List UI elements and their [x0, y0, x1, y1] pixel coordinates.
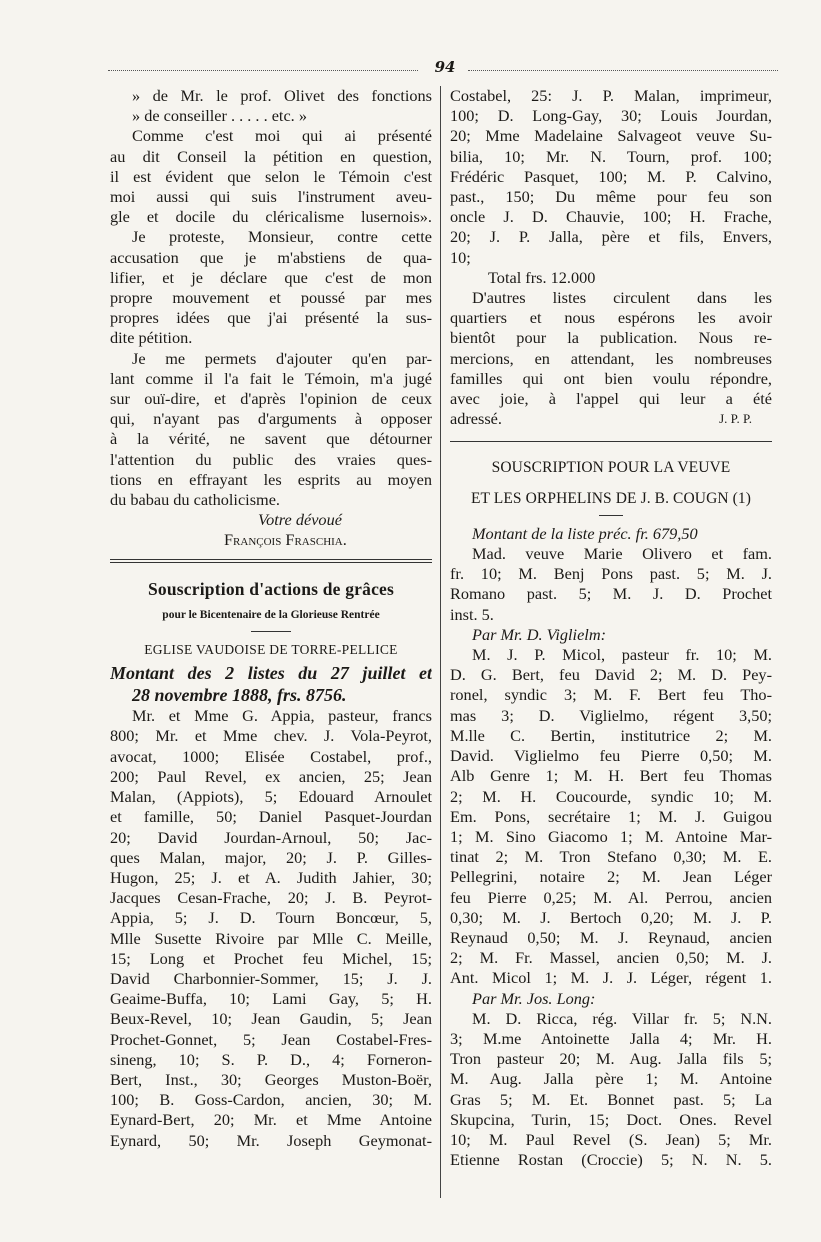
donor-line: 800; Mr. et Mme chev. J. Vola-Peyrot,	[110, 726, 432, 746]
section-title-line-1: SOUSCRIPTION POUR LA VEUVE	[491, 459, 731, 477]
donor-line: fr. 10; M. Benj Pons past. 5; M. J.	[450, 564, 772, 584]
donor-line: Costabel, 25: J. P. Malan, imprimeur,	[450, 86, 772, 105]
letter-signature: François Fraschia.	[224, 530, 347, 550]
closing-line: avec joie, à l'appel qui leur a été	[450, 389, 772, 409]
donor-list	[110, 706, 432, 1150]
donor-line: ronel, syndic 3; M. F. Bert feu Tho-	[450, 685, 772, 705]
donor-line: Pellegrini, notaire 2; M. Jean Léger	[450, 867, 772, 887]
donor-line: Reynaud 0,50; M. J. Reynaud, ancien	[450, 927, 772, 947]
donor-line: Malan, (Appiots), 5; Edouard Arnoulet	[110, 787, 432, 807]
section-subtitle: pour le Bicentenaire de la Glorieuse Rentrée	[162, 608, 380, 621]
letter-line: il est évident que selon le Témoin c'est	[110, 166, 432, 186]
donor-line: 10; M. Paul Revel (S. Jean) 5; Mr.	[450, 1129, 772, 1149]
initials: J. P. P.	[719, 411, 752, 427]
donor-line: Geaime-Buffa, 10; Lami Gay, 5; H.	[110, 989, 432, 1009]
right-column	[450, 86, 772, 1170]
donor-line: 0,30; M. J. Bertoch 0,20; M. J. P.	[450, 907, 772, 927]
donor-line: Skupcina, Turin, 15; Doct. Ones. Revel	[450, 1109, 772, 1129]
donor-line: ques Malan, major, 20; J. P. Gilles-	[110, 847, 432, 867]
donor-line: Mr. et Mme G. Appia, pasteur, francs	[132, 706, 432, 726]
donor-line: Frédéric Pasquet, 100; M. P. Calvino,	[450, 166, 772, 186]
left-column	[110, 86, 432, 1151]
donor-line: M.lle C. Bertin, institutrice 2; M.	[450, 725, 772, 745]
page-header	[108, 58, 778, 80]
section-divider	[450, 441, 772, 442]
letter-line: Je proteste, Monsieur, contre cette	[132, 227, 432, 247]
collector-heading: Par Mr. Jos. Long:	[472, 988, 596, 1008]
column-separator	[440, 86, 441, 1198]
closing-paragraph	[450, 288, 772, 429]
amount-line: 28 novembre 1888, frs. 8756.	[132, 685, 347, 706]
donor-line: Etienne Rostan (Croccie) 5; N. N. 5.	[450, 1150, 772, 1170]
donor-line: M. Aug. Jalla père 1; M. Antoine	[450, 1069, 772, 1089]
donor-line: inst. 5.	[450, 604, 494, 624]
donor-line: Em. Pons, secrétaire 1; M. J. Guigou	[450, 806, 772, 826]
donor-line: past., 150; Du même pour feu son	[450, 187, 772, 207]
previous-amount: Montant de la liste préc. fr. 679,50	[472, 523, 698, 543]
collector-heading: Par Mr. D. Viglielm:	[472, 624, 607, 644]
short-rule	[251, 631, 291, 632]
letter-line: accusation que je m'abstiens de qua-	[110, 247, 432, 267]
letter-line: au dit Conseil la pétition en question,	[110, 146, 432, 166]
letter-line: lifier, et je déclare que c'est de mon	[110, 267, 432, 287]
donor-line: 3; M.me Antoinette Jalla 4; Mr. H.	[450, 1028, 772, 1048]
closing-last-row	[450, 409, 772, 429]
closing-line: D'autres listes circulent dans les	[472, 288, 772, 308]
header-rule-left	[108, 70, 418, 71]
total-line: Total frs. 12.000	[488, 267, 596, 287]
section-title-line-2: ET LES ORPHELINS DE J. B. COUGN (1)	[470, 489, 752, 507]
letter-closing: Votre dévoué	[258, 510, 342, 530]
donor-line: avocat, 1000; Elisée Costabel, prof.,	[110, 746, 432, 766]
donor-line: 20; David Jourdan-Arnoul, 50; Jac-	[110, 827, 432, 847]
donor-line: Beux-Revel, 10; Jean Gaudin, 5; Jean	[110, 1009, 432, 1029]
donor-line: Tron pasteur 20; M. Aug. Jalla fils 5;	[450, 1049, 772, 1069]
donor-line: Eynard, 50; Mr. Joseph Geymonat-	[110, 1130, 432, 1150]
letter-line: dite pétition.	[110, 328, 193, 348]
donor-list-2	[450, 1009, 772, 1171]
donor-line: Appia, 5; J. D. Tourn Boncœur, 5,	[110, 908, 432, 928]
letter-line: à la vérité, ne savent que détourner	[110, 429, 432, 449]
letter-line: » de conseiller . . . . . etc. »	[132, 106, 307, 126]
donor-line: D. G. Bert, feu David 2; M. D. Pey-	[450, 665, 772, 685]
closing-line: quartiers et nous espérons les avoir	[450, 308, 772, 328]
short-rule	[599, 515, 623, 516]
donor-line: 100; B. Goss-Cardon, ancien, 30; M.	[110, 1090, 432, 1110]
letter-line: l'attention du public des vraies ques-	[110, 449, 432, 469]
closing-line: familles qui ont bien voulu répondre,	[450, 368, 772, 388]
donor-line: Mad. veuve Marie Olivero et fam.	[472, 544, 772, 564]
donor-line: Bert, Inst., 30; Georges Muston-Boër,	[110, 1069, 432, 1089]
donor-line: David Charbonnier-Sommer, 15; J. J.	[110, 968, 432, 988]
section-divider	[110, 559, 432, 563]
donor-line: Alb Genre 1; M. H. Bert feu Thomas	[450, 766, 772, 786]
donor-line: et famille, 50; Daniel Pasquet-Jourdan	[110, 807, 432, 827]
closing-line: mercions, en attendant, les nombreuses	[450, 348, 772, 368]
donor-line: feu Pierre 0,25; M. Al. Perrou, ancien	[450, 887, 772, 907]
amount-line: Montant des 2 listes du 27 juillet et	[110, 663, 432, 684]
letter-line: Comme c'est moi qui ai présenté	[132, 126, 432, 146]
donor-line: Mlle Susette Rivoire par Mlle C. Meille,	[110, 928, 432, 948]
donor-line: 2; M. Fr. Massel, ancien 0,50; M. J.	[450, 948, 772, 968]
letter-line: tions en effrayant les esprits au moyen	[110, 469, 432, 489]
donor-line: Jacques Cesan-Frache, 20; J. B. Peyrot-	[110, 888, 432, 908]
header-rule-right	[468, 70, 778, 71]
donor-line: 20; Mme Madelaine Salvageot veuve Su-	[450, 126, 772, 146]
donor-line: Gras 5; M. Et. Bonnet past. 5; La	[450, 1089, 772, 1109]
church-heading: EGLISE VAUDOISE DE TORRE-PELLICE	[144, 642, 398, 658]
letter-line: propre mouvement et poussé par mes	[110, 288, 432, 308]
donor-line: 200; Paul Revel, ex ancien, 25; Jean	[110, 766, 432, 786]
donor-list-continued	[450, 86, 772, 268]
donor-line: mas 3; D. Viglielmo, régent 3,50;	[450, 705, 772, 725]
letter-line: gle et docile du cléricalisme lusernois».	[110, 207, 432, 227]
letter-line: lant comme il l'a fait le Témoin, m'a jugé	[110, 368, 432, 388]
donor-line: 100; D. Long-Gay, 30; Louis Jourdan,	[450, 106, 772, 126]
donor-line: David. Viglielmo feu Pierre 0,50; M.	[450, 746, 772, 766]
closing-line: bientôt pour la publication. Nous re-	[450, 328, 772, 348]
donor-line: Romano past. 5; M. J. D. Prochet	[450, 584, 772, 604]
donor-line: 20; J. P. Jalla, père et fils, Envers,	[450, 227, 772, 247]
donor-line: 2; M. H. Coucourde, syndic 10; M.	[450, 786, 772, 806]
donor-line: Eynard-Bert, 20; Mr. et Mme Antoine	[110, 1110, 432, 1130]
donor-line: Hugon, 25; J. et A. Judith Jahier, 30;	[110, 867, 432, 887]
donor-line: 10;	[450, 247, 471, 267]
letter-line: qui, n'ayant pas d'arguments à opposer	[110, 409, 432, 429]
letter-text	[110, 86, 432, 510]
donor-line: Prochet-Gonnet, 5; Jean Costabel-Fres-	[110, 1029, 432, 1049]
donor-line: sineng, 10; S. P. D., 4; Forneron-	[110, 1049, 432, 1069]
page-number: 94	[434, 58, 456, 76]
section-title: Souscription d'actions de grâces	[147, 578, 395, 599]
donor-line: oncle J. D. Chauvie, 100; H. Frache,	[450, 207, 772, 227]
letter-line: » de Mr. le prof. Olivet des fonctions	[132, 86, 432, 105]
donor-line: 15; Long et Prochet feu Michel, 15;	[110, 948, 432, 968]
donor-list-1	[450, 645, 772, 988]
letter-line: sur ouï-dire, et d'après l'opinion de ceux	[110, 389, 432, 409]
donor-line: tinat 2; M. Tron Stefano 0,30; M. E.	[450, 847, 772, 867]
donor-line: 1; M. Sino Giacomo 1; M. Antoine Mar-	[450, 826, 772, 846]
donor-line: bilia, 10; Mr. N. Tourn, prof. 100;	[450, 146, 772, 166]
donor-line: Ant. Micol 1; M. J. J. Léger, régent 1.	[450, 968, 772, 988]
letter-line: propres idées que j'ai présenté la sus-	[110, 308, 432, 328]
letter-line: moi aussi qui suis l'instrument aveu-	[110, 187, 432, 207]
closing-line: adressé.	[450, 409, 502, 429]
letter-line: Je me permets d'ajouter qu'en par-	[132, 348, 432, 368]
letter-line: du babau du catholicisme.	[110, 490, 280, 510]
donor-line: M. D. Ricca, rég. Villar fr. 5; N.N.	[472, 1008, 772, 1028]
donor-line: M. J. P. Micol, pasteur fr. 10; M.	[472, 645, 772, 665]
